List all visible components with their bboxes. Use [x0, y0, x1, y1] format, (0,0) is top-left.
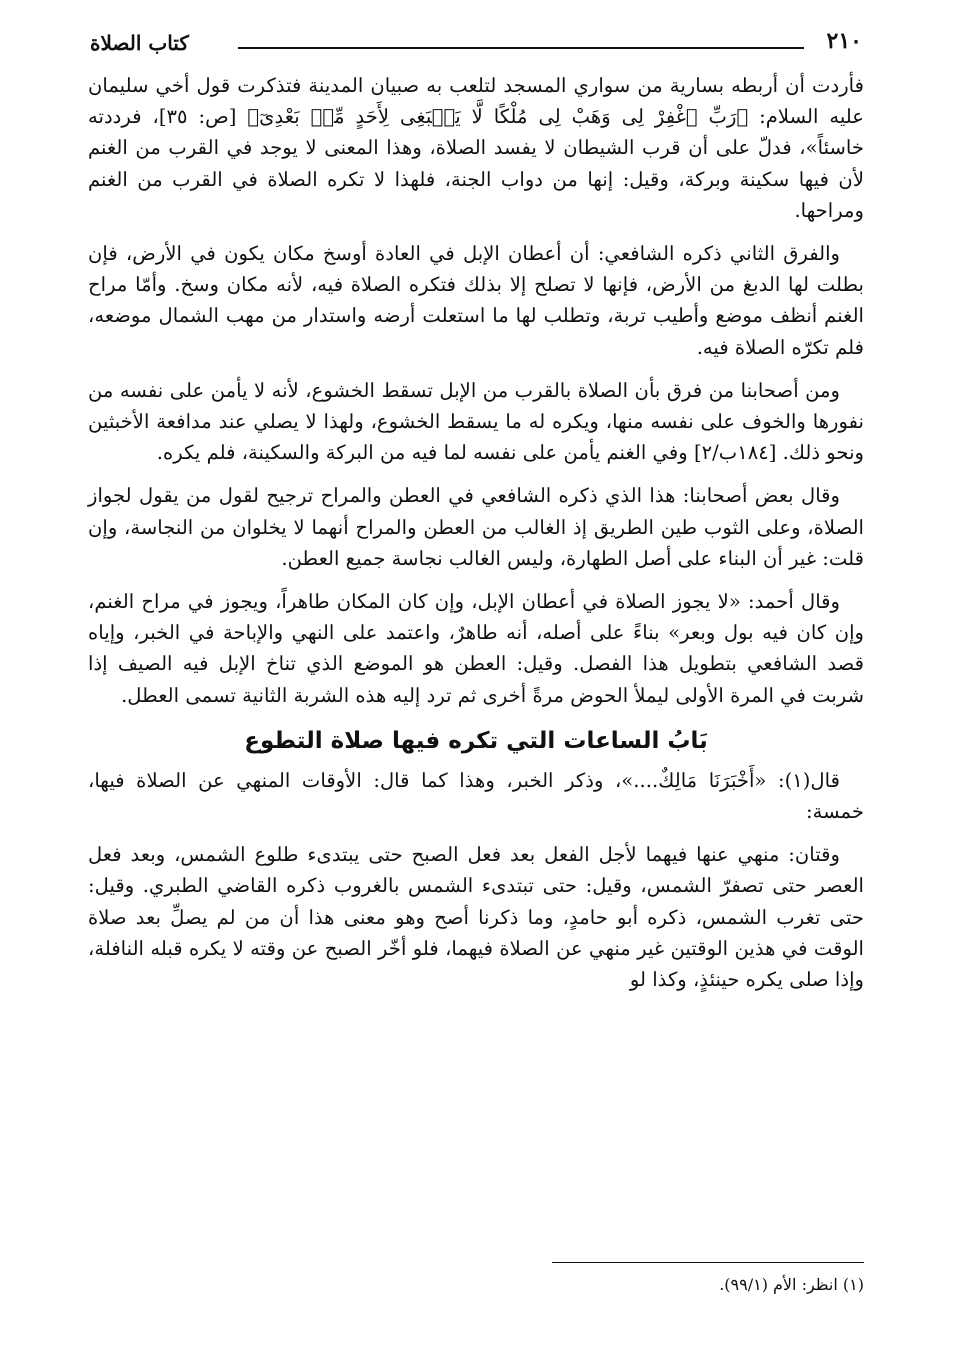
paragraph: فأردت أن أربطه بسارية من سواري المسجد لتلعب به صبيان المدينة فتذكرت قول أخي سليمان عليه السلام: ﴿رَبِّ ٱغْفِرْ لِى وَهَبْ لِى مُلْكًا لَّا يَنۢبَغِى لِأَحَدٍ مِّنۢ بَعْدِىٓ﴾ [ص: ٣٥]، فرددته خاسئاً»، فدلّ على أن قرب الشيطان لا يفسد الصلاة، وهذا المعنى لا يوجد في القرب من الغنم لأن فيها سكينة وبركة، وقيل: إنها من دواب الجنة، فلهذا لا تكره الصلاة في القرب من الغنم ومراحها. [88, 74, 864, 222]
paragraph: والفرق الثاني ذكره الشافعي: أن أعطان الإبل في العادة أوسخ مكان يكون في الأرض، فإن بطلت لها الدبغ من الأرض، فإنها لا تصلح إلا بذلك فتكره الصلاة فيه، لأنه مكان وسخ. وأمّا مراح الغنم أنظف موضع وأطيب تربة، وتطلب لها ما استعلت أرضه واستدار من مهب الشمال موضعه، فلم تكرّه الصلاة فيه. [88, 242, 864, 359]
footnote-separator [552, 1262, 864, 1263]
chapter-heading: بَابُ الساعات التي تكره فيها صلاة التطوع [244, 727, 708, 754]
page-number: ٢١٠ [826, 28, 862, 54]
paragraph: وقال أحمد: «لا يجوز الصلاة في أعطان الإبل، وإن كان المكان طاهراً، ويجوز في مراح الغنم، وإن كان فيه بول وبعر» بناءً على أصله، أنه طاهرٌ، واعتمد على النهي والإباحة في الخبر، وإياه قصد الشافعي بتطويل هذا الفصل. وقيل: العطن هو الموضع الذي تناخ الإبل فيه الصيف إذا شربت في المرة الأولى ليملأ الحوض مرةً أخرى ثم ترد إليه هذه الشربة الثانية تسمى العطل. [88, 590, 864, 707]
running-title: كتاب الصلاة [90, 31, 189, 55]
paragraph: وقتان: منهي عنها فيهما لأجل الفعل بعد فعل الصبح حتى يبتدىء طلوع الشمس، وبعد فعل العصر حتى تصفرّ الشمس، وقيل: حتى تبتدىء الشمس بالغروب ذكره القاضي الطبري. وقيل: حتى تغرب الشمس، ذكره أبو حامدٍ، وما ذكرنا أصح وهو معنى هذا أن من لم يصلِّ بعد صلاة الوقت في هذين الوقتين غير منهي عن الصلاة فيهما، فلو أخّر الصبح عن وقته لا يكره قبله النافلة، وإذا صلى يكره حينئذٍ، وكذا لو [88, 843, 864, 992]
paragraph: ومن أصحابنا من فرق بأن الصلاة بالقرب من الإبل تسقط الخشوع، لأنه لا يأمن على نفسه من نفورها والخوف على نفسه منها، ويكره له ما يسقط الخشوع، ولهذا لا يصلي عند مدافعة الأخبثين ونحو ذلك. [١٨٤ب/٢] وفي الغنم يأمن على نفسه لما فيه من البركة والسكينة، فلم يكره. [88, 378, 864, 465]
main-text [88, 70, 864, 1007]
paragraph: قال(١): «أَخْبَرَنَا مَالِكٌ....»، وذكر الخبر، وهذا كما قال: الأوقات المنهي عن الصلاة فيها، خمسة: [88, 768, 864, 824]
header-rule [238, 47, 804, 49]
page-header [90, 28, 862, 62]
paragraph: وقال بعض أصحابنا: هذا الذي ذكره الشافعي في العطن والمراح ترجيح لقول من يقول لجواز الصلاة، وعلى الثوب طين الطريق إذ الغالب من العطن والمراح أنهما لا يخلوان من النجاسة، وإن قلت: غير أن البناء على أصل الطهارة، وليس الغالب نجاسة جميع العطن. [88, 484, 864, 570]
footnote: (١) انظر: الأم (٩٩/١). [719, 1275, 864, 1294]
